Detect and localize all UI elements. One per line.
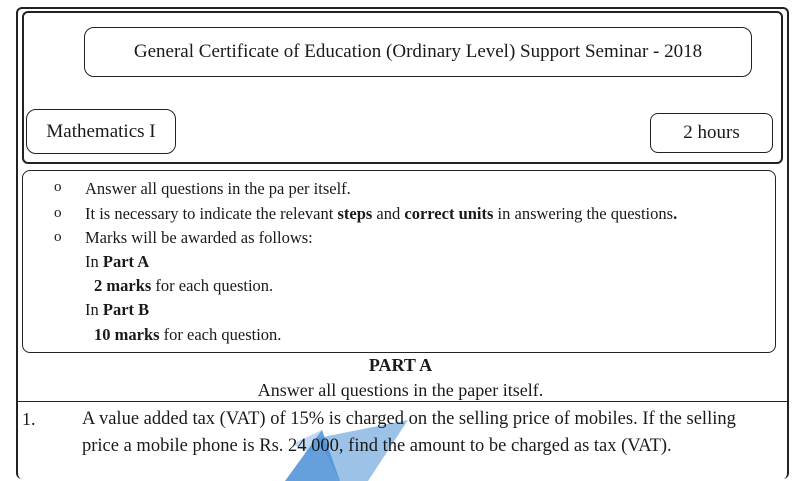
instruction-item-3 [85,228,313,248]
instruction-text: and [372,204,405,223]
subject-text: Mathematics I [46,120,156,142]
duration-label [650,113,773,153]
question-number: 1. [22,409,36,429]
part-b-marks-heading [85,300,149,320]
part-a-marks-heading [85,252,149,272]
instruction-text: in answering the questions [493,204,674,223]
part-a-label: Part A [102,252,150,271]
part-b-suffix: for each question. [159,325,282,344]
part-a-prefix: In [85,252,103,271]
bullet-icon: o [54,229,62,245]
instruction-item-2 [85,204,677,224]
question-text: A value added tax (VAT) of 15% is charged on the selling price of mobiles. If the selling price a mobile phone is Rs. 24 000, find the amount to be charged as tax (VAT). [82,409,736,456]
bullet-icon: o [54,179,62,195]
duration-text: 2 hours [683,122,740,143]
part-b-prefix: In [85,300,103,319]
instruction-keyword: steps [337,204,373,223]
part-a-title: PART A [368,355,433,375]
part-a-subtitle: Answer all questions in the paper itself. [257,380,544,400]
part-b-marks: 10 marks [94,325,160,344]
instruction-text: Marks will be awarded as follows: [85,228,313,247]
exam-title [84,27,752,77]
instruction-period: . [673,204,678,223]
subject-label [26,109,176,154]
part-a-marks-line [94,276,273,296]
instruction-keyword: correct units [404,204,494,223]
instruction-item-1 [85,179,351,199]
part-b-label: Part B [102,300,150,319]
instruction-text: It is necessary to indicate the relevant [85,204,338,223]
part-a-suffix: for each question. [151,276,274,295]
part-b-marks-line [94,325,281,345]
part-a-marks: 2 marks [94,276,152,295]
instruction-text: Answer all questions in the pa per itself. [85,179,351,198]
exam-title-text: General Certificate of Education (Ordinary Level) Support Seminar - 2018 [133,41,703,62]
section-divider [16,401,787,402]
bullet-icon: o [54,205,62,221]
